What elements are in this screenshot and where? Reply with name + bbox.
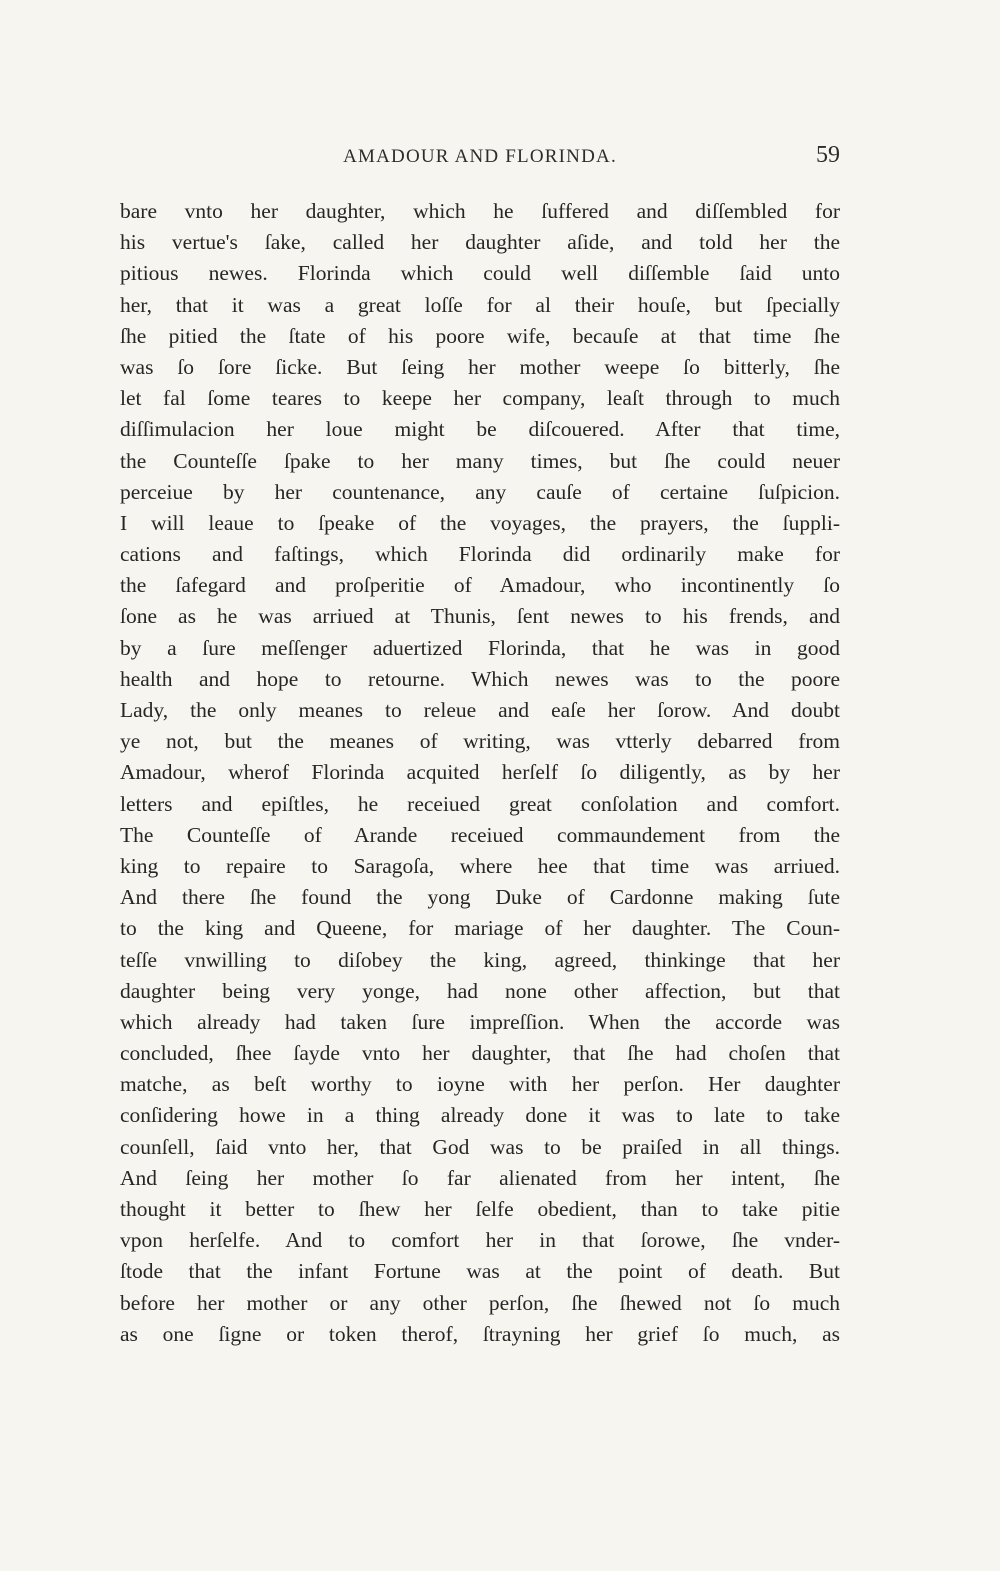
text-line: diſſimulacion her loue might be diſcouered. After that time, <box>120 417 840 442</box>
text-line: as one ſigne or token therof, ſtrayning her grief ſo much, as <box>120 1321 840 1346</box>
text-line: health and hope to retourne. Which newes was to the poore <box>120 666 840 691</box>
text-line: cations and faſtings, which Florinda did ordinarily make for <box>120 542 840 567</box>
text-line: ye not, but the meanes of writing, was vtterly debarred from <box>120 729 840 754</box>
text-line: king to repaire to Saragoſa, where hee that time was arriued. <box>120 853 840 878</box>
text-line: ſone as he was arriued at Thunis, ſent newes to his frends, and <box>120 604 840 629</box>
text-line: conſidering howe in a thing already done it was to late to take <box>120 1103 840 1128</box>
text-line: was ſo ſore ſicke. But ſeing her mother weepe ſo bitterly, ſhe <box>120 354 840 379</box>
page-number: 59 <box>816 142 840 168</box>
text-line: ſhe pitied the ſtate of his poore wife, becauſe at that time ſhe <box>120 323 840 348</box>
text-line: his vertue's ſake, called her daughter aſide, and told her the <box>120 230 840 255</box>
text-line: which already had taken ſure impreſſion. When the accorde was <box>120 1009 840 1034</box>
text-line: her, that it was a great loſſe for al their houſe, but ſpecially <box>120 292 840 317</box>
text-line: the ſafegard and proſperitie of Amadour, who incontinently ſo <box>120 573 840 598</box>
text-line: pitious newes. Florinda which could well diſſemble ſaid unto <box>120 261 840 286</box>
text-line: by a ſure meſſenger aduertized Florinda, that he was in good <box>120 635 840 660</box>
text-line: counſell, ſaid vnto her, that God was to be praiſed in all things. <box>120 1134 840 1159</box>
text-line: bare vnto her daughter, which he ſuffered and diſſembled for <box>120 199 840 223</box>
text-line: Lady, the only meanes to releue and eaſe her ſorow. And doubt <box>120 698 840 722</box>
text-line: ſtode that the infant Fortune was at the point of death. But <box>120 1259 840 1284</box>
text-line: perceiue by her countenance, any cauſe of certaine ſuſpicion. <box>120 479 840 504</box>
text-line: to the king and Queene, for mariage of her daughter. The Coun- <box>120 916 840 941</box>
running-title: AMADOUR AND FLORINDA. <box>343 146 617 167</box>
body-text <box>120 196 840 1350</box>
text-line: The Counteſſe of Arande receiued commaundement from the <box>120 822 840 847</box>
text-line: the Counteſſe ſpake to her many times, but ſhe could neuer <box>120 448 840 473</box>
text-line: before her mother or any other perſon, ſhe ſhewed not ſo much <box>120 1290 840 1315</box>
running-head <box>120 142 840 176</box>
text-line: And ſeing her mother ſo far alienated from her intent, ſhe <box>120 1165 840 1190</box>
text-line: let fal ſome teares to keepe her company, leaſt through to much <box>120 386 840 411</box>
text-line: I will leaue to ſpeake of the voyages, the prayers, the ſuppli- <box>120 510 840 535</box>
text-line: letters and epiſtles, he receiued great conſolation and comfort. <box>120 791 840 816</box>
text-line: thought it better to ſhew her ſelfe obedient, than to take pitie <box>120 1197 840 1221</box>
text-line: teſſe vnwilling to diſobey the king, agreed, thinkinge that her <box>120 947 840 972</box>
text-line: Amadour, wherof Florinda acquited herſelf ſo diligently, as by her <box>120 760 840 785</box>
text-line: vpon herſelfe. And to comfort her in that ſorowe, ſhe vnder- <box>120 1228 840 1253</box>
text-line: daughter being very yonge, had none other affection, but that <box>120 978 840 1003</box>
text-line: matche, as beſt worthy to ioyne with her perſon. Her daughter <box>120 1072 840 1097</box>
text-line: concluded, ſhee ſayde vnto her daughter, that ſhe had choſen that <box>120 1041 840 1066</box>
text-line: And there ſhe found the yong Duke of Cardonne making ſute <box>120 885 840 910</box>
